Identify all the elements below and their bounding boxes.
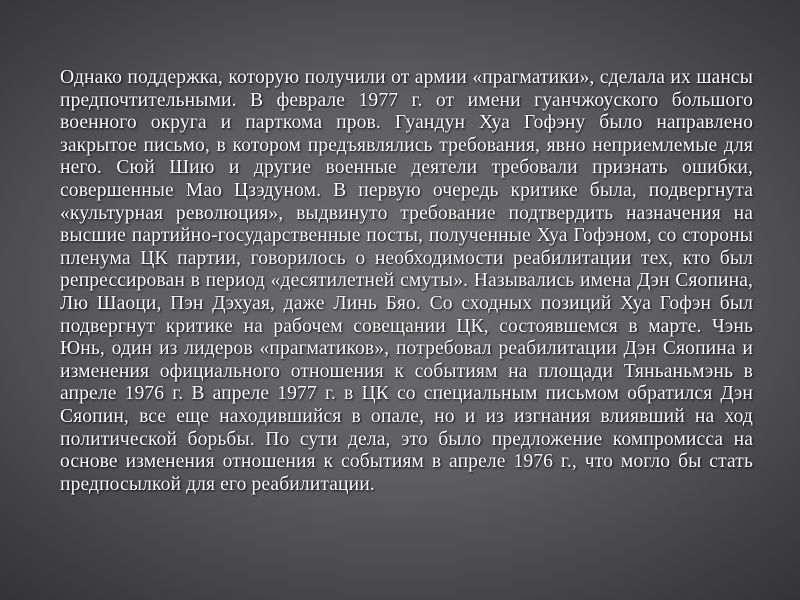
body-paragraph: Однако поддержка, которую получили от армии «прагматики», сделала их шансы предпочтительными. В феврале 1977 г. от имени гуанчжоуского большого военного округа и парткома пров. Гуандун Хуа Гофэну было направлено закрытое письмо, в котором предъявлялись требования, явно неприемлемые для него. Сюй Шию и другие военные деятели требовали признать ошибки, совершенные Мао Цзэдуном. В первую очередь критике была, подвергнута «культурная революция», выдвинуто требование подтвердить назначения на высшие партийно-государственные посты, полученные Хуа Гофэном, со стороны пленума ЦК партии, говорилось о необходимости реабилитации тех, кто был репрессирован в период «десятилетней смуты». Назывались имена Дэн Сяопина, Лю Шаоци, Пэн Дэхуая, даже Линь Бяо. Со сходных позиций Хуа Гофэн был подвергнут критике на рабочем совещании ЦК, состоявшемся в марте. Чэнь Юнь, один из лидеров «прагматиков», потребовал реабилитации Дэн Сяопина и изменения официального отношения к событиям на площади Тяньаньмэнь в апреле 1976 г. В апреле 1977 г. в ЦК со специальным письмом обратился Дэн Сяопин, все еще находившийся в опале, но и из изгнания влиявший на ход политической борьбы. По сути дела, это было предложение компромисса на основе изменения отношения к событиям в апреле 1976 г., что могло бы стать предпосылкой для его реабилитации. (60, 67, 753, 495)
